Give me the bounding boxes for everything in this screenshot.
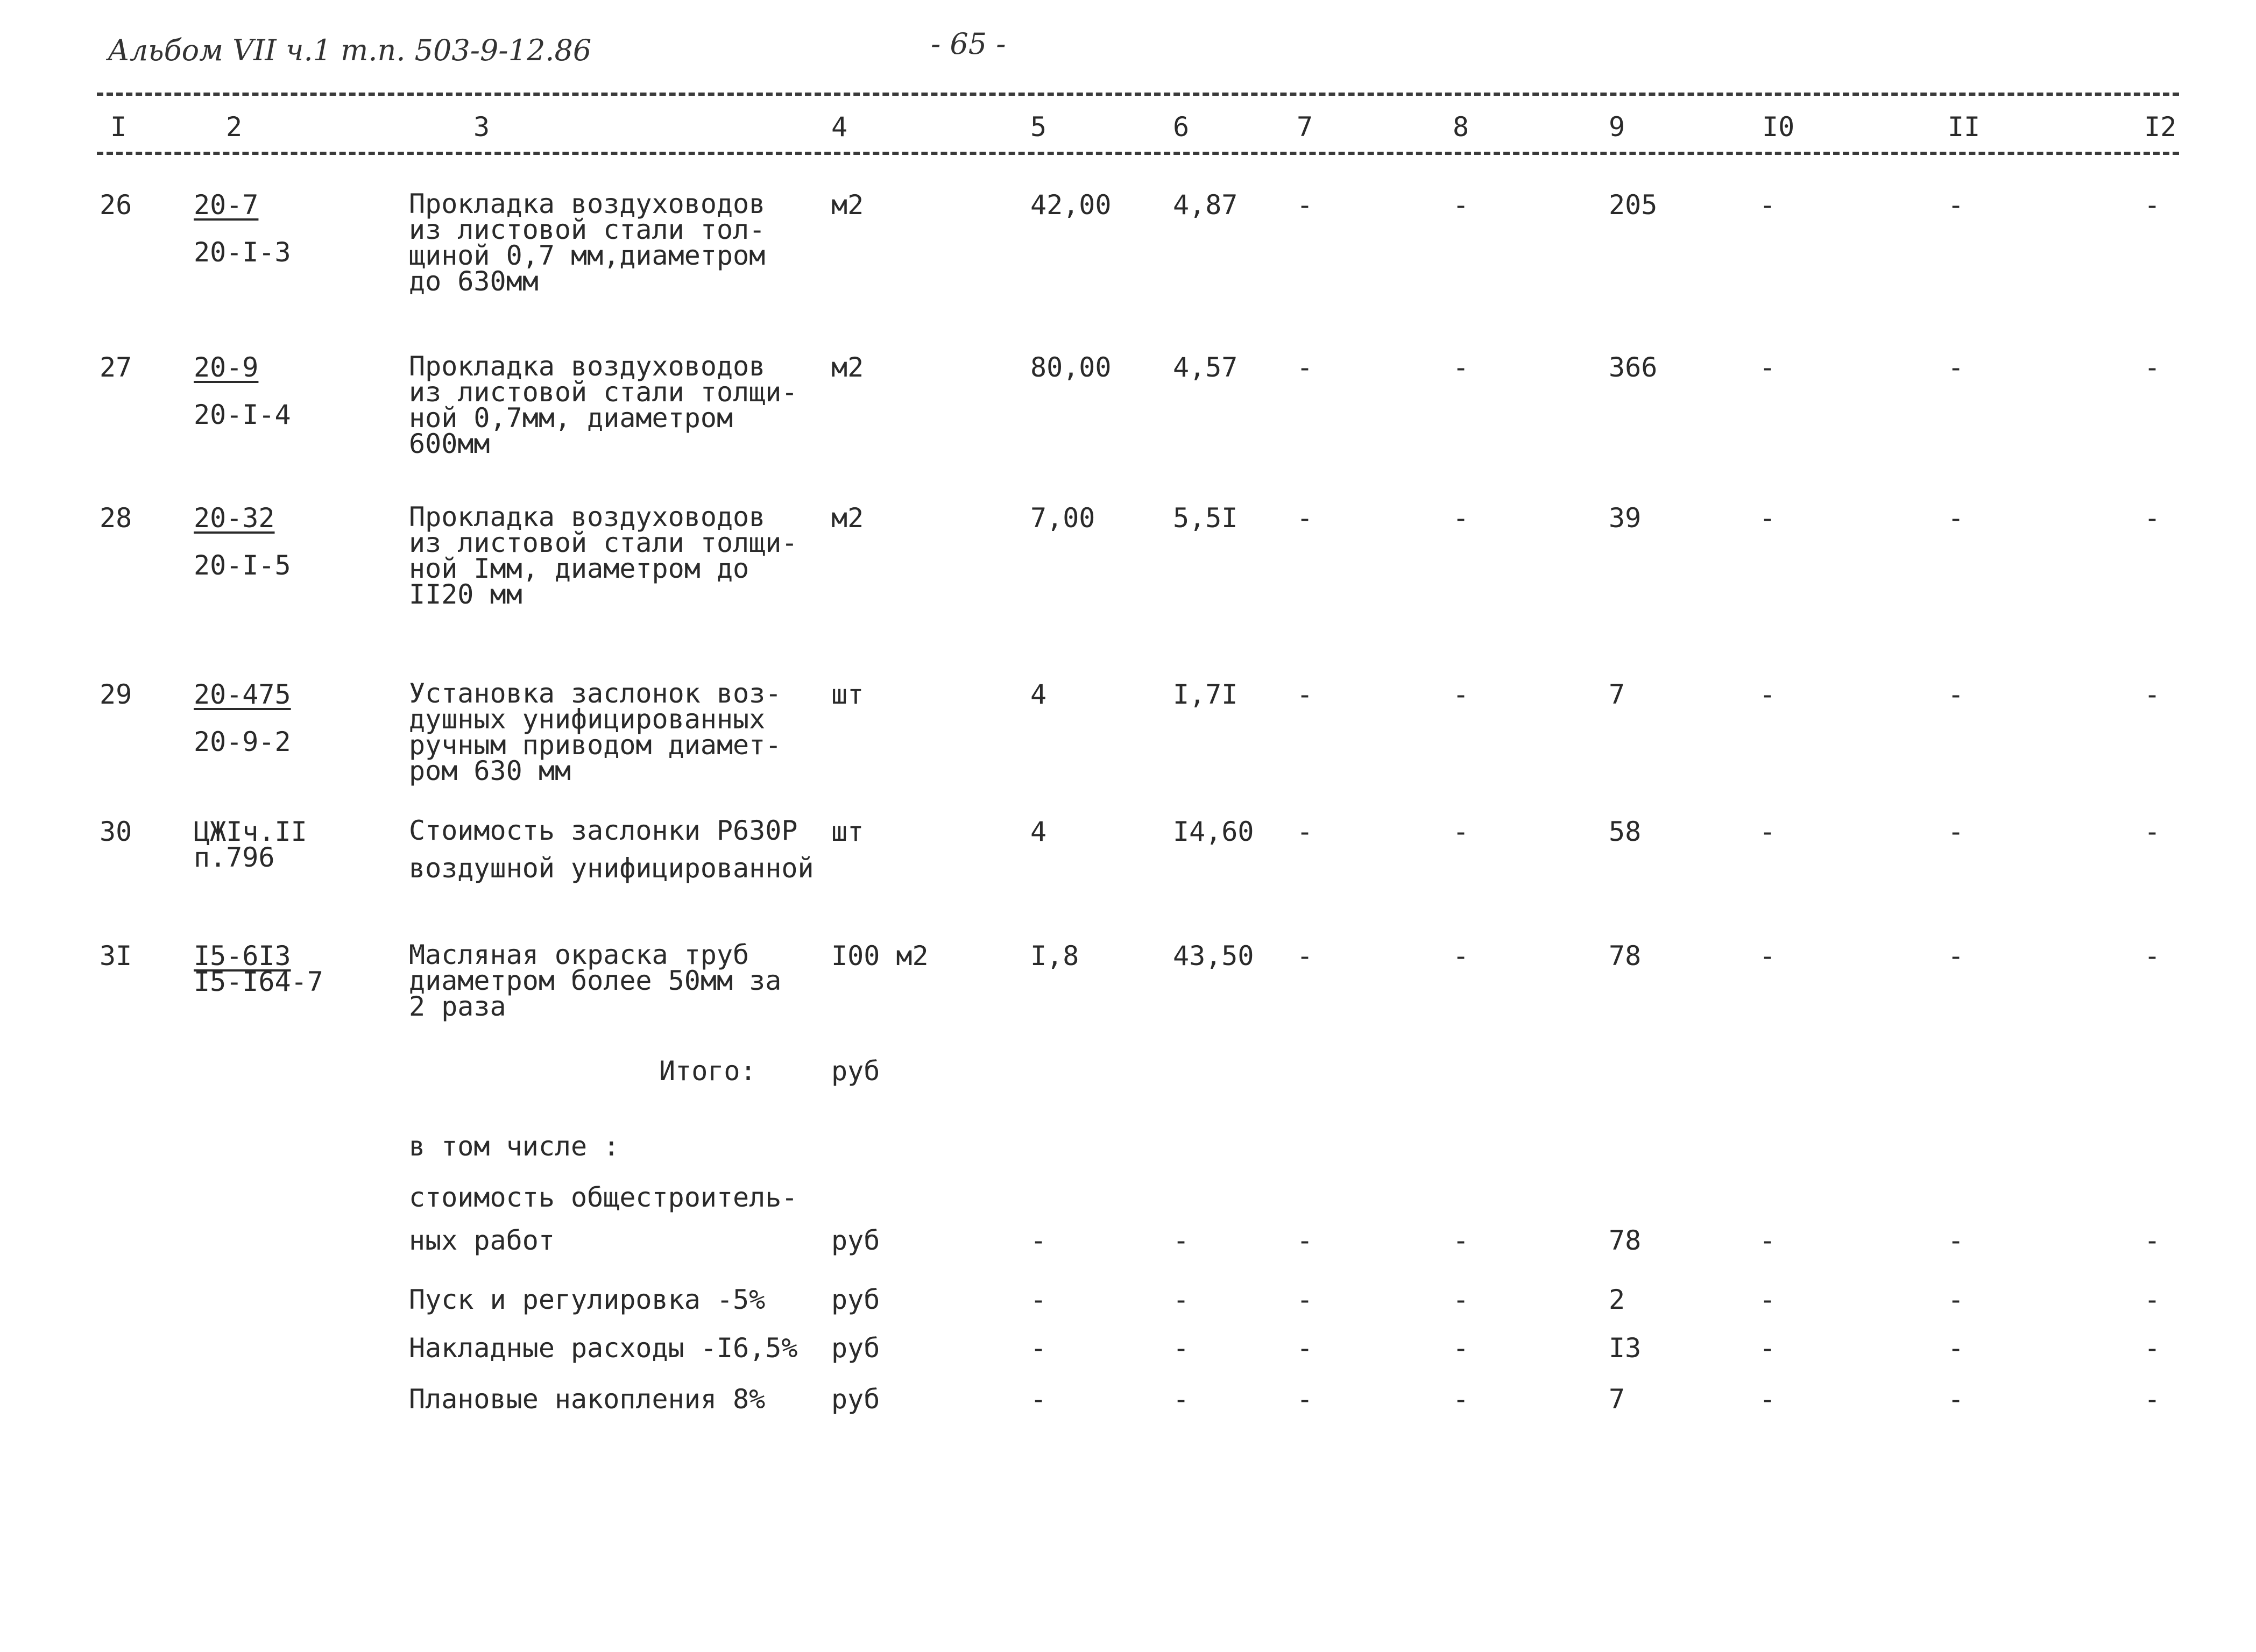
page-number: - 65 - <box>931 27 1006 61</box>
total-cost: 7 <box>1609 679 1625 710</box>
column-8-value: - <box>1453 352 1469 383</box>
work-description-line: Прокладка воздуховодов <box>409 188 766 219</box>
subtotal-unit: руб <box>831 1384 880 1415</box>
quantity: 4 <box>1030 816 1047 847</box>
column-8-value: - <box>1453 502 1469 534</box>
row-number: 26 <box>100 189 132 221</box>
column-11-value: - <box>1948 189 1964 221</box>
subtotal-column-5: - <box>1030 1284 1047 1315</box>
including-label: в том числе : <box>409 1131 620 1162</box>
norm-code: 20-9 <box>194 352 259 383</box>
work-description-line: ной Iмм, диаметром до <box>409 553 749 584</box>
subtotal-column-7: - <box>1297 1225 1313 1256</box>
total-cost: 39 <box>1609 502 1642 534</box>
row-number: 29 <box>100 679 132 710</box>
subtotal-label: Плановые накопления 8% <box>409 1384 766 1415</box>
column-header-2: 2 <box>226 111 243 143</box>
subtotal-label: стоимость общестроитель- <box>409 1182 798 1213</box>
norm-code-secondary: I5-I64-7 <box>194 966 323 997</box>
subtotal-label: Накладные расходы -I6,5% <box>409 1332 798 1364</box>
column-10-value: - <box>1759 816 1776 847</box>
column-10-value: - <box>1759 189 1776 221</box>
total-cost: 205 <box>1609 189 1658 221</box>
subtotal-column-11: - <box>1948 1225 1964 1256</box>
subtotal-column-5: - <box>1030 1384 1047 1415</box>
column-11-value: - <box>1948 352 1964 383</box>
subtotal-amount: I3 <box>1609 1332 1642 1364</box>
work-description-line: ной 0,7мм, диаметром <box>409 402 733 434</box>
column-8-value: - <box>1453 189 1469 221</box>
column-7-value: - <box>1297 940 1313 972</box>
subtotal-column-11: - <box>1948 1332 1964 1364</box>
subtotal-column-7: - <box>1297 1284 1313 1315</box>
subtotal-column-10: - <box>1759 1284 1776 1315</box>
subtotal-column-5: - <box>1030 1332 1047 1364</box>
subtotal-unit: руб <box>831 1332 880 1364</box>
subtotal-column-11: - <box>1948 1284 1964 1315</box>
itogo-label: Итого: <box>659 1055 756 1087</box>
column-12-value: - <box>2144 679 2161 710</box>
unit-price: 43,50 <box>1173 940 1254 972</box>
work-description-line: 600мм <box>409 428 490 459</box>
unit-price: I4,60 <box>1173 816 1254 847</box>
column-header-1: I <box>110 111 127 143</box>
row-number: 30 <box>100 816 132 847</box>
column-12-value: - <box>2144 189 2161 221</box>
norm-code: ЦЖIч.II <box>194 816 307 847</box>
column-7-value: - <box>1297 189 1313 221</box>
quantity: I,8 <box>1030 940 1079 972</box>
norm-code: I5-6I3 <box>194 940 291 972</box>
total-cost: 366 <box>1609 352 1658 383</box>
norm-code: 20-475 <box>194 679 291 710</box>
unit: шт <box>831 679 864 710</box>
norm-code-secondary: 20-I-5 <box>194 550 291 581</box>
work-description-line: щиной 0,7 мм,диаметром <box>409 240 766 271</box>
subtotal-column-6: - <box>1173 1284 1190 1315</box>
subtotal-column-12: - <box>2144 1284 2161 1315</box>
unit: шт <box>831 816 864 847</box>
total-cost: 58 <box>1609 816 1642 847</box>
column-header-12: I2 <box>2144 111 2177 143</box>
subtotal-unit: руб <box>831 1284 880 1315</box>
unit: м2 <box>831 502 864 534</box>
work-description-line: диаметром более 50мм за <box>409 965 782 996</box>
column-header-11: II <box>1948 111 1981 143</box>
column-header-4: 4 <box>831 111 848 143</box>
column-11-value: - <box>1948 502 1964 534</box>
subtotal-column-11: - <box>1948 1384 1964 1415</box>
column-8-value: - <box>1453 816 1469 847</box>
work-description-line: из листовой стали тол- <box>409 214 766 245</box>
column-11-value: - <box>1948 940 1964 972</box>
subtotal-label: Пуск и регулировка -5% <box>409 1284 766 1315</box>
subtotal-column-7: - <box>1297 1384 1313 1415</box>
norm-code-secondary: 20-I-3 <box>194 237 291 268</box>
work-description-line: Масляная окраска труб <box>409 939 749 970</box>
header-rule-bottom <box>97 152 2179 155</box>
column-12-value: - <box>2144 940 2161 972</box>
column-11-value: - <box>1948 816 1964 847</box>
quantity: 80,00 <box>1030 352 1112 383</box>
column-7-value: - <box>1297 679 1313 710</box>
unit-price: I,7I <box>1173 679 1238 710</box>
unit-price: 5,5I <box>1173 502 1238 534</box>
quantity: 4 <box>1030 679 1047 710</box>
norm-code: 20-7 <box>194 189 259 221</box>
unit: м2 <box>831 352 864 383</box>
unit: I00 м2 <box>831 940 929 972</box>
total-cost: 78 <box>1609 940 1642 972</box>
column-12-value: - <box>2144 352 2161 383</box>
column-8-value: - <box>1453 679 1469 710</box>
subtotal-column-12: - <box>2144 1384 2161 1415</box>
norm-code-secondary: 20-9-2 <box>194 726 291 757</box>
album-reference: Альбом VII ч.1 т.п. 503-9-12.86 <box>108 33 592 67</box>
work-description-line: II20 мм <box>409 579 522 610</box>
subtotal-column-7: - <box>1297 1332 1313 1364</box>
subtotal-column-8: - <box>1453 1284 1469 1315</box>
subtotal-column-6: - <box>1173 1384 1190 1415</box>
column-7-value: - <box>1297 352 1313 383</box>
subtotal-column-6: - <box>1173 1225 1190 1256</box>
row-number: 3I <box>100 940 132 972</box>
work-description-line: душных унифицированных <box>409 704 766 735</box>
header-rule-top <box>97 93 2179 96</box>
work-description-line: из листовой стали толщи- <box>409 527 798 558</box>
column-11-value: - <box>1948 679 1964 710</box>
subtotal-label: ных работ <box>409 1225 555 1256</box>
subtotal-column-5: - <box>1030 1225 1047 1256</box>
column-10-value: - <box>1759 679 1776 710</box>
work-description-line: Стоимость заслонки Р630Р <box>409 815 798 846</box>
subtotal-column-6: - <box>1173 1332 1190 1364</box>
column-10-value: - <box>1759 502 1776 534</box>
work-description-line: Установка заслонок воз- <box>409 678 782 709</box>
column-header-5: 5 <box>1030 111 1047 143</box>
work-description-line: ром 630 мм <box>409 755 571 786</box>
column-8-value: - <box>1453 940 1469 972</box>
column-header-3: 3 <box>473 111 490 143</box>
work-description-line: 2 раза <box>409 991 506 1022</box>
column-header-9: 9 <box>1609 111 1625 143</box>
work-description-line: до 630мм <box>409 266 539 297</box>
subtotal-unit: руб <box>831 1225 880 1256</box>
quantity: 7,00 <box>1030 502 1095 534</box>
quantity: 42,00 <box>1030 189 1112 221</box>
work-description-line: Прокладка воздуховодов <box>409 501 766 533</box>
work-description-line: ручным приводом диамет- <box>409 729 782 761</box>
column-12-value: - <box>2144 816 2161 847</box>
column-10-value: - <box>1759 352 1776 383</box>
subtotal-column-12: - <box>2144 1225 2161 1256</box>
unit-price: 4,57 <box>1173 352 1238 383</box>
column-10-value: - <box>1759 940 1776 972</box>
subtotal-amount: 7 <box>1609 1384 1625 1415</box>
column-header-6: 6 <box>1173 111 1190 143</box>
subtotal-column-10: - <box>1759 1225 1776 1256</box>
column-7-value: - <box>1297 502 1313 534</box>
subtotal-column-8: - <box>1453 1332 1469 1364</box>
norm-code-secondary: 20-I-4 <box>194 399 291 430</box>
column-header-10: I0 <box>1762 111 1795 143</box>
subtotal-column-8: - <box>1453 1384 1469 1415</box>
norm-code-secondary: п.796 <box>194 842 275 873</box>
row-number: 28 <box>100 502 132 534</box>
row-number: 27 <box>100 352 132 383</box>
column-7-value: - <box>1297 816 1313 847</box>
work-description-line: из листовой стали толщи- <box>409 377 798 408</box>
subtotal-amount: 2 <box>1609 1284 1625 1315</box>
work-description-line: воздушной унифицированной <box>409 853 814 884</box>
subtotal-column-10: - <box>1759 1332 1776 1364</box>
subtotal-column-12: - <box>2144 1332 2161 1364</box>
column-12-value: - <box>2144 502 2161 534</box>
unit: м2 <box>831 189 864 221</box>
subtotal-column-10: - <box>1759 1384 1776 1415</box>
column-header-7: 7 <box>1297 111 1313 143</box>
subtotal-column-8: - <box>1453 1225 1469 1256</box>
norm-code: 20-32 <box>194 502 275 534</box>
column-header-8: 8 <box>1453 111 1469 143</box>
subtotal-amount: 78 <box>1609 1225 1642 1256</box>
itogo-unit: руб <box>831 1055 880 1087</box>
unit-price: 4,87 <box>1173 189 1238 221</box>
work-description-line: Прокладка воздуховодов <box>409 351 766 382</box>
